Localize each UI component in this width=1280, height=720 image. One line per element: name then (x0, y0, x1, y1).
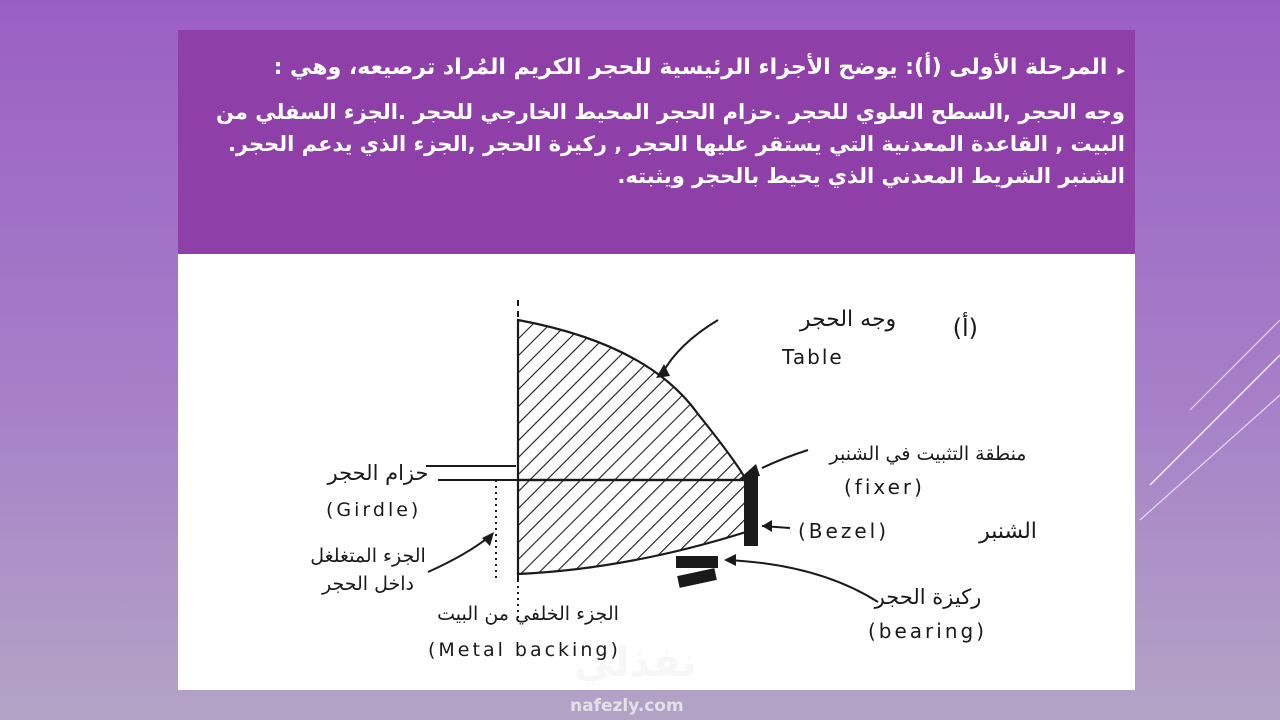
backing-piece (677, 568, 717, 588)
inner-arrow (428, 536, 490, 572)
bullet-arrow-icon: ▸ (1117, 61, 1125, 79)
label-table-en: Table (782, 345, 844, 369)
gemstone-setting-diagram (178, 254, 1135, 690)
bearing-arrow (726, 560, 878, 602)
watermark-url: nafezly.com (570, 696, 684, 716)
text-panel (178, 30, 1135, 254)
bearing-arrow-head (724, 554, 736, 566)
stone-table-section (518, 320, 746, 480)
label-fixer-ar: منطقة التثبيت في الشنبر (829, 443, 1027, 465)
figure-marker: (أ) (952, 314, 978, 342)
label-table-ar: وجه الحجر (799, 307, 897, 332)
figure-panel (178, 254, 1135, 690)
label-inner-ar-1: الجزء المتغلغل (310, 545, 426, 567)
label-bezel-ar: الشنبر (979, 519, 1037, 544)
decorative-lines (1130, 300, 1280, 530)
label-girdle-en: (Girdle) (326, 499, 422, 521)
table-arrow-head (656, 364, 670, 378)
label-backing-ar: الجزء الخلفي من البيت (437, 603, 619, 625)
bezel-wall (744, 476, 758, 546)
bearing-piece (676, 556, 718, 568)
label-bearing-en: (bearing) (868, 619, 988, 643)
watermark-logo-text: نفذلي (574, 640, 697, 686)
label-bearing-ar: ركيزة الحجر (874, 585, 982, 609)
bezel-arrow-head (762, 520, 772, 532)
table-arrow (662, 320, 718, 374)
label-bezel-en: (Bezel) (798, 519, 889, 543)
slide-body: وجه الحجر ,السطح العلوي للحجر .حزام الحجر المحيط الخارجي للحجر .الجزء السفلي من البيت , القاعدة المعدنية التي يستقر عليها الحجر , ركيزة الحجر ,الجزء الذي يدعم الحجر. الشنبر الشريط المعدني الذي يحيط بالحجر ويثبته. (216, 100, 1125, 188)
label-girdle-ar: حزام الحجر (327, 461, 429, 485)
inner-arrow-head (482, 532, 494, 546)
fixer-arrow (762, 450, 808, 468)
bullet-heading (188, 54, 1125, 84)
label-backing-en: (Metal backing) (428, 639, 621, 661)
label-fixer-en: (fixer) (844, 475, 925, 499)
slide-heading: المرحلة الأولى (أ): يوضح الأجزاء الرئيسية للحجر الكريم المُراد ترصيعه، وهي : (273, 55, 1108, 80)
label-inner-ar-2: داخل الحجر (322, 573, 414, 595)
